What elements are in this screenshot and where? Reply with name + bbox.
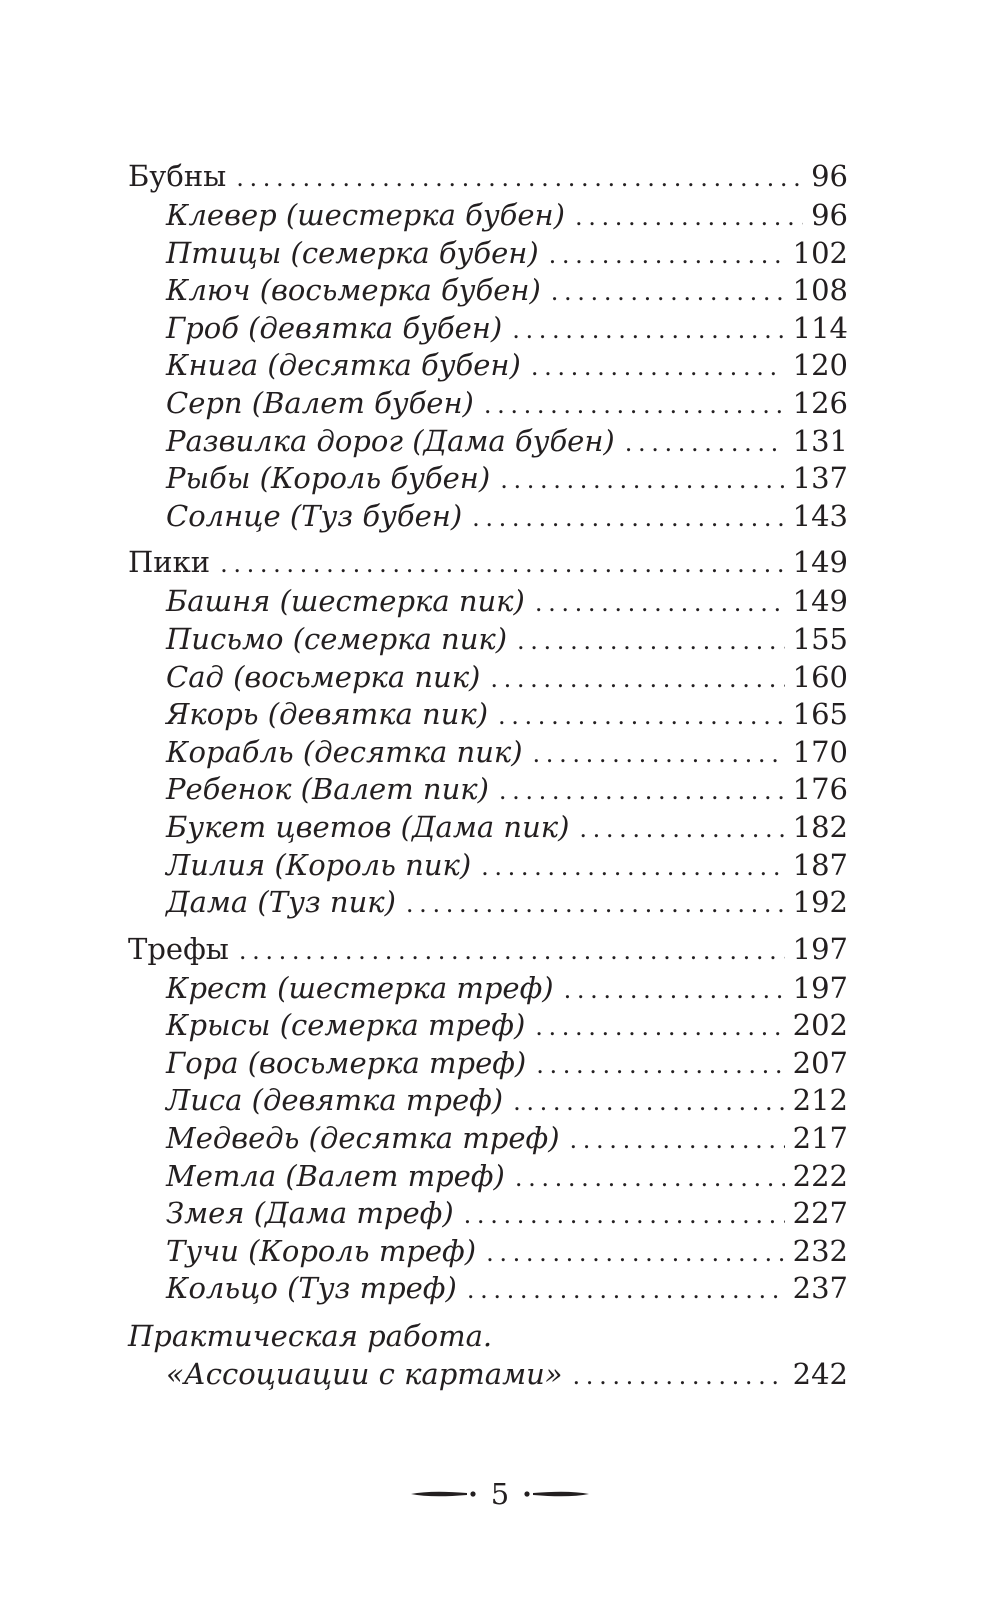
toc-entry-page: 207 [792,1045,848,1080]
dot-leader [573,1358,785,1396]
dot-leader [536,1047,784,1085]
toc-entry-page: 170 [792,734,848,769]
toc-entry-page: 96 [811,159,848,193]
toc-entry-page: 242 [792,1356,848,1391]
toc-entry-label: Тучи (Король треф) [166,1233,477,1268]
toc-entry[interactable] [128,1082,848,1120]
toc-entry-page: 143 [792,498,848,533]
toc-entry-label: Змея (Дама треф) [166,1196,454,1231]
page-footer [0,1477,1000,1511]
toc-entry[interactable] [128,847,848,885]
dot-leader [472,500,784,538]
toc-entry[interactable] [128,1158,848,1196]
dot-leader [575,199,803,237]
toc-entry-label: Трефы [128,931,229,966]
table-of-contents [128,155,848,1393]
left-ornament-icon [411,1489,477,1499]
toc-entry[interactable] [128,498,848,536]
toc-entry-label: Пики [128,545,211,580]
toc-entry[interactable] [128,1270,848,1308]
toc-entry-label: Серп (Валет бубен) [166,385,474,420]
toc-entry[interactable] [128,385,848,423]
dot-leader [579,811,784,849]
dot-leader [549,237,785,275]
toc-entry[interactable] [128,1120,848,1158]
toc-entry-label: Метла (Валет треф) [166,1158,505,1193]
toc-entry[interactable] [128,659,848,697]
toc-entry-page: 155 [792,621,848,656]
toc-entry-label: Лиса (девятка треф) [166,1083,504,1118]
dot-leader [535,585,785,623]
toc-entry-page: 96 [811,198,848,232]
dot-leader [512,312,784,350]
toc-entry-label: Ребенок (Валет пик) [166,772,489,807]
toc-entry-label: Кольцо (Туз треф) [166,1271,457,1306]
dot-leader [481,849,785,887]
toc-entry-label: Корабль (десятка пик) [166,734,523,769]
toc-entry-label: Дама (Туз пик) [166,885,396,920]
toc-entry-label: Крысы (семерка треф) [166,1008,526,1043]
toc-entry-page: 217 [792,1121,848,1156]
toc-entry-label: Книга (десятка бубен) [166,348,521,383]
dot-leader [531,349,785,387]
toc-entry-label: Рыбы (Король бубен) [166,461,491,496]
dot-leader [515,1160,785,1198]
toc-entry-page: 192 [792,885,848,920]
dot-leader [500,462,784,500]
toc-entry-page: 197 [792,931,848,966]
toc-entry-label: Солнце (Туз бубен) [166,498,463,533]
toc-entry-page: 149 [792,545,848,580]
toc-entry-label: Клевер (шестерка бубен) [166,198,565,232]
toc-entry-page: 222 [792,1158,848,1193]
dot-leader [464,1197,785,1235]
toc-entry-label: Башня (шестерка пик) [166,584,525,619]
dot-leader [533,736,785,774]
dot-leader [564,972,785,1010]
toc-entry-label: Птицы (семерка бубен) [166,235,539,270]
toc-entry-label: Якорь (девятка пик) [166,697,489,732]
toc-entry-page: 165 [792,697,848,732]
toc-entry-page: 182 [792,809,848,844]
toc-entry-page: 237 [792,1271,848,1306]
toc-entry[interactable] [128,347,848,385]
toc-entry[interactable] [128,771,848,809]
toc-entry-page: 197 [792,970,848,1005]
toc-entry[interactable] [128,235,848,273]
toc-entry-page: 131 [792,423,848,458]
toc-entry-label: Ключ (восьмерка бубен) [166,273,541,308]
toc-entry[interactable] [128,583,848,621]
toc-entry[interactable] [128,809,848,847]
toc-entry[interactable] [128,1045,848,1083]
dot-leader [467,1272,785,1310]
dot-leader [406,886,785,924]
toc-entry-label: Практическая работа. [128,1319,493,1354]
dot-leader [239,930,785,972]
page-number: 5 [490,1477,510,1511]
toc-entry-page: 227 [792,1196,848,1231]
toc-entry[interactable] [128,1007,848,1045]
dot-leader [498,698,785,736]
toc-entry[interactable] [128,423,848,461]
toc-entry-page: 114 [792,310,848,345]
toc-entry[interactable] [128,272,848,310]
toc-entry[interactable] [128,1233,848,1271]
toc-entry[interactable] [128,460,848,498]
toc-entry-page: 149 [792,584,848,619]
toc-entry-page: 137 [792,461,848,496]
toc-entry[interactable] [128,1195,848,1233]
toc-entry-label: Гроб (девятка бубен) [166,310,503,345]
dot-leader [570,1122,785,1160]
toc-entry-label: Крест (шестерка треф) [166,970,554,1005]
toc-section-heading[interactable] [128,928,848,970]
toc-entry[interactable] [128,734,848,772]
toc-entry[interactable] [128,310,848,348]
toc-entry-label: Сад (восьмерка пик) [166,659,481,694]
dot-leader [486,1235,785,1273]
toc-entry-label: Букет цветов (Дама пик) [166,809,570,844]
dot-leader [499,773,785,811]
toc-entry-label: Бубны [128,159,227,193]
toc-entry-page: 160 [792,659,848,694]
toc-practice-heading[interactable] [128,1318,848,1356]
right-ornament-icon [523,1489,589,1499]
dot-leader [220,543,785,585]
toc-entry-page: 108 [792,273,848,308]
toc-entry-page: 176 [792,772,848,807]
toc-entry-page: 120 [792,348,848,383]
toc-entry-label: Развилка дорог (Дама бубен) [166,423,615,458]
dot-leader [535,1009,784,1047]
toc-entry-label: Письмо (семерка пик) [166,621,508,656]
toc-entry-page: 202 [792,1008,848,1043]
toc-entry[interactable] [128,970,848,1008]
toc-entry[interactable] [128,197,848,235]
toc-entry-page: 102 [792,235,848,270]
dot-leader [490,661,784,699]
dot-leader [513,1084,785,1122]
toc-entry-page: 232 [792,1233,848,1268]
toc-entry[interactable] [128,621,848,659]
toc-entry-page: 212 [792,1083,848,1118]
dot-leader [236,157,803,199]
toc-entry-page: 126 [792,385,848,420]
toc-entry-label: Лилия (Король пик) [166,847,472,882]
dot-leader [517,623,785,661]
dot-leader [484,387,785,425]
dot-leader [551,274,785,312]
dot-leader [625,425,785,463]
toc-entry-label: Гора (восьмерка треф) [166,1045,527,1080]
toc-entry-label: «Ассоциации с картами» [166,1356,563,1391]
toc-section-heading[interactable] [128,541,848,583]
toc-entry[interactable] [128,696,848,734]
toc-section-heading[interactable] [128,155,848,197]
toc-practice-entry[interactable] [128,1356,848,1394]
toc-entry-label: Медведь (десятка треф) [166,1121,560,1156]
toc-entry[interactable] [128,884,848,922]
toc-entry-page: 187 [792,847,848,882]
